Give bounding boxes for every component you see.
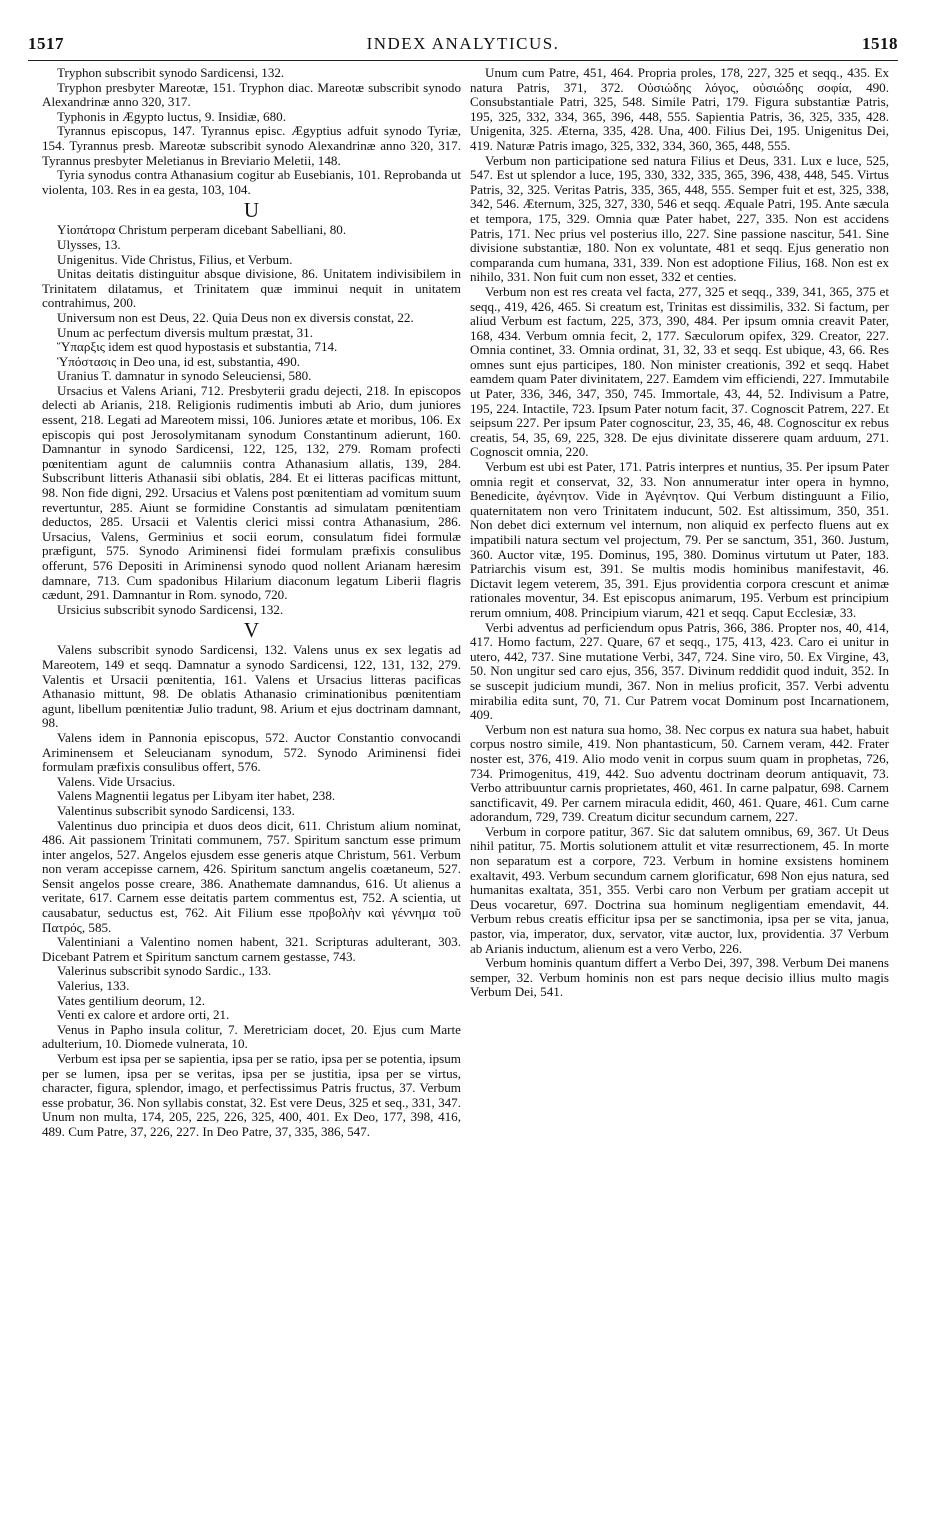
index-entry: Unigenitus. Vide Christus, Filius, et Verbum.	[57, 251, 293, 267]
index-entry: Valerinus subscribit synodo Sardic., 133.	[57, 963, 272, 979]
index-entry: Tyrannus episcopus, 147. Tyrannus episc. Ægyptius adfuit synodo Tyriæ, 154. Tyrannus presb. Mareotæ subscribit synodo Alexandrinæ anno 320, 317. Tyrannus presbyter Meletianus in Breviario Meletii, 148.	[42, 123, 461, 168]
left-column	[42, 66, 461, 1528]
index-entry: Ulysses, 13.	[57, 236, 121, 252]
section-letter: U	[243, 198, 260, 223]
index-entry: Universum non est Deus, 22. Quia Deus non ex diversis constat, 22.	[57, 309, 414, 325]
index-entry: Verbum in corpore patitur, 367. Sic dat salutem omnibus, 69, 367. Ut Deus nihil patitur, 75. Mortis solutionem attulit et vitæ resurrectionem, 45. In morte non separatum est a corpore, 723. Verbum in homine exsistens hominem exaltavit, 493. Verbum secundum carnem glorificatur, 698 Non ejus natura, sed humanitas exaltata, 351, 355. Verbi caro non Verbum per gratiam accepit ut Deus vocaretur, 697. Doctrina sua hominum negligentiam emendavit, 44. Verbum rebus creatis efficitur ipsa per se sanctimonia, ipsa per se vita, janua, pastor, via, imperator, dux, servator, vitæ auctor, lux, providentia. 37 Verbum ab Arianis inductum, alienum est a vero Verbo, 226.	[470, 823, 889, 956]
index-entry: Uranius T. damnatur in synodo Seleuciensi, 580.	[57, 368, 312, 384]
index-entry: Verbum non participatione sed natura Filius et Deus, 331. Lux e luce, 525, 547. Est ut splendor a luce, 195, 330, 332, 335, 365, 396, 438, 448, 545. Virtus Patris, 32, 325. Veritas Patris, 335, 365, 448, 555. Semper fuit et est, 325, 338, 342, 546. Æternum, 325, 327, 330, 546 et seqq. Æquale Patri, 195. Ante sæcula et tempora, 175, 329. Omnia quæ Pater habet, 227, 335. Non est accidens Patris, 171. Nec prius vel posterius illo, 227. Sine passione nascitur, 541. Sine divisione substantiæ, 180. Non ex voluntate, 481 et seqq. Ejus generatio non comparanda cum humana, 331, 339. Non est adoptione Filius, 168. Non est ex nihilo, 331. Non fuit cum non esset, 332 et centies.	[470, 152, 889, 285]
index-entry: Valens idem in Pannonia episcopus, 572. Auctor Constantio convocandi Ariminensem et Seleucianam synodum, 572. Synodo Ariminensi fidei formulam præfixis consulibus offert, 576.	[42, 729, 461, 775]
index-entry: Tryphon presbyter Mareotæ, 151. Tryphon diac. Mareotæ subscribit synodo Alexandrinæ anno 320, 317.	[42, 79, 461, 110]
index-entry: Unum ac perfectum diversis multum præstat, 31.	[57, 324, 314, 340]
header-rule	[28, 60, 898, 61]
index-entry: Verbum hominis quantum differt a Verbo Dei, 397, 398. Verbum Dei manens semper, 32. Verbum hominis non est pars neque decisio illius multo magis Verbum Dei, 541.	[470, 955, 889, 1000]
index-entry: Verbum est ubi est Pater, 171. Patris interpres et nuntius, 35. Per ipsum Pater omnia regit et conservat, 32, 33. Non annumeratur inter opera in hymno, Benedicite, ἀγένητον. Vide in Ἀγένητον. Qui Verbum distinguunt a Filio, quaternitatem non vero Trinitatem inducunt, 502. Est altissimum, 350, 351. Non debet dici externum vel internum, non aliquid ex perfecto fluens aut ex impatibili natura sectum vel projectum, 79. Per se sanctum, 351, 360. Justum, 360. Auctor vitæ, 195. Dominus, 195, 380. Dominus virtutum ut Pater, 183. Patriarchis visum est, 391. Se multis modis hominibus manifestavit, 46. Dictavit legem veterem, 35, 391. Ejus providentia corpora crescunt et animæ rationales moventur, 34. Est episcopus animarum, 195. Verbum est principium rerum omnium, 408. Principium viarum, 421 et seqq. Caput Ecclesiæ, 33.	[470, 459, 889, 620]
index-entry: Valerius, 133.	[57, 978, 130, 994]
index-entry: Tyria synodus contra Athanasium cogitur ab Eusebianis, 101. Reprobanda ut violenta, 103. Res in ea gesta, 103, 104.	[42, 167, 461, 197]
index-entry: Valens. Vide Ursacius.	[57, 773, 176, 789]
index-entry: Ὕπαρξις idem est quod hypostasis et substantia, 714.	[57, 339, 338, 355]
section-letter: V	[243, 618, 260, 643]
index-entry: Valentinus duo principia et duos deos dicit, 611. Christum alium nominat, 486. Ait passionem Trinitati communem, 757. Spiritum sanctum esse primum inter angelos, 527. Angelos ejusdem esse generis atque Christum, 561. Verbum non veram accepisse carnem, 426. Spiritum sanctum angelis coætaneum, 527. Sensit angelos posse creare, 386. Anathemate damnandus, 616. Ut alienus a veritate, 617. Carnem esse deitatis partem commentus est, 752. A scientia, ut causabatur, seductus est, 762. Ait Filium esse προβολὴν καὶ γέννημα τοῦ Πατρός, 585.	[42, 817, 461, 935]
index-entry: Valentiniani a Valentino nomen habent, 321. Scripturas adulterant, 303. Dicebant Patrem et Spiritum sanctum carnem gestasse, 743.	[42, 934, 461, 964]
page-header	[28, 34, 898, 58]
index-entry: Unum cum Patre, 451, 464. Propria proles, 178, 227, 325 et seqq., 435. Ex natura Patris, 371, 372. Οὐσιώδης λόγος, οὐσιώδης σοφία, 490. Consubstantiale Patri, 325, 548. Simile Patri, 179. Figura substantiæ Patris, 195, 325, 332, 334, 365, 396, 448, 555. Sapientia Patris, 36, 325, 335, 428. Unigenita, 325. Æterna, 335, 428. Una, 400. Filius Dei, 195. Unigenitus Dei, 419. Naturæ Patris imago, 325, 332, 334, 360, 365, 448, 555.	[470, 66, 889, 153]
running-title: INDEX ANALYTICUS.	[366, 34, 560, 53]
index-entry: Verbum non est res creata vel facta, 277, 325 et seqq., 339, 341, 365, 375 et seqq., 419, 426, 465. Si creatum est, Trinitas est dissimilis, 332. Si factum, per aliud Verbum est factum, 225, 373, 390, 484. Per ipsum omnia creavit Pater, 168, 434. Verbum omnia fecit, 2, 177. Sæculorum opifex, 329. Creator, 227. Omnia continet, 33. Omnia ordinat, 31, 32, 33 et seqq. Est ubique, 43, 66. Res omnes sunt ejus participes, 180. Non minister creationis, 392 et seqq. Habet eamdem quam Pater divinitatem, 227. Eamdem vim efficiendi, 227. Immutabile ut Pater, 336, 346, 347, 350, 745. Immortale, 43, 44, 52. Indivisum a Patre, 195, 224. Intactile, 723. Ipsum Pater notum facit, 37. Cognoscit Patrem, 227. Et seipsum 227. Per ipsum Pater cognoscitur, 23, 35, 46, 48. Cognoscitur ex rebus creatis, 54, 35, 69, 225, 328. De ejus divinitate disserere quam arduum, 271. Cognoscit omnia, 220.	[470, 283, 889, 460]
index-entry: Verbum est ipsa per se sapientia, ipsa per se ratio, ipsa per se potentia, ipsum per se lumen, ipsa per se veritas, ipsa per se justitia, ipsa per se virtus, character, figura, splendor, imago, et perfectissimus Patris fructus, 37. Verbum esse probatur, 36. Non syllabis constat, 32. Est vere Deus, 325 et seq., 331, 347. Unum non multa, 174, 205, 225, 226, 325, 400, 401. Ex Deo, 177, 398, 416, 489. Cum Patre, 37, 226, 227. In Deo Patre, 37, 335, 386, 547.	[42, 1051, 461, 1139]
index-entry: Valens Magnentii legatus per Libyam iter habet, 238.	[57, 788, 336, 804]
index-entry: Ursacius et Valens Ariani, 712. Presbyterii gradu dejecti, 218. In episcopos delecti ab Arianis, 218. Religionis rudimentis imbuti ab Ario, dum juniores essent, 218. Legati ad Mareotem missi, 106. Juniores ætate et moribus, 106. Ex episcopis qui post Jerosolymitanam synodum Constantinum adierunt, 160. Damnantur in synodo Sardicensi, 122, 125, 132, 279. Romam profecti pœnitentiam agunt de calumniis contra Athanasium allatis, 139, 284. Subscribunt litteris Athanasii sibi oblatis, 284. Et ei litteras pacificas mittunt, 98. Non fide digni, 292. Ursacius et Valens post pœnitentiam ad vomitum suum revertuntur, 285. Aiunt se formidine Constantis ad simulatam pœnitentiam deductos, 285. Ursacii et Valentis clerici missi contra Athanasium, 286. Ursacius, Valens, Germinius et socii eorum, consulatum fidei formulæ præfigunt, 575. Synodo Ariminensi fidei formulam præfixis consulibus offerunt, 576 Depositi in Ariminensi synodo quod nollent Arianam hæresim damnare, 713. Cum spadonibus Hilarium diaconum legatum Liberii flagris cædunt, 291. Damnantur in Rom. synodo, 720.	[42, 382, 461, 603]
index-entry: Verbi adventus ad perficiendum opus Patris, 366, 386. Propter nos, 40, 414, 417. Homo factum, 227. Quare, 67 et seqq., 175, 413, 423. Caro ei unitur in utero, 442, 737. Sine mutatione Verbi, 347, 724. Sine viro, 50. Ex Virgine, 43, 50. Non ungitur sed caro ejus, 356, 357. Divinum reddidit quod induit, 352. In se suscepit judicium mundi, 367. Non in melius proficit, 357. Verbi adventu mirabilia edita sunt, 70, 71. Cur Patrem vocat Dominum post Incarnationem, 409.	[470, 619, 889, 723]
index-entry: Unitas deitatis distinguitur absque divisione, 86. Unitatem indivisibilem in Trinitatem dilatamus, et Trinitatem quæ imminui nequit in unitatem contrahimus, 200.	[42, 266, 461, 311]
index-entry: Venus in Papho insula colitur, 7. Meretriciam docet, 20. Ejus cum Marte adulterium, 10. Diomede vulnerata, 10.	[42, 1021, 461, 1052]
index-entry: Valens subscribit synodo Sardicensi, 132. Valens unus ex sex legatis ad Mareotem, 149 et seqq. Damnatur a synodo Sardicensi, 122, 131, 132, 279. Valentis et Ursacii pœnitentia, 161. Valens et Ursacius litteras pacificas Athanasio mittunt, 98. De oblatis Athanasio criminationibus pœnitentiam agunt, libellum pœnitentiæ Julio tradunt, 98. Arium et ejus doctrinam damnant, 98.	[42, 642, 461, 731]
index-entry: Ursicius subscribit synodo Sardicensi, 132.	[57, 601, 284, 617]
index-entry: Venti ex calore et ardore orti, 21.	[57, 1007, 230, 1023]
right-column	[470, 66, 889, 1528]
index-entry: Tryphon subscribit synodo Sardicensi, 132.	[57, 66, 285, 80]
index-entry: Typhonis in Ægypto luctus, 9. Insidiæ, 680.	[57, 108, 286, 124]
index-entry: Valentinus subscribit synodo Sardicensi, 133.	[57, 802, 295, 818]
page-number-left: 1517	[28, 34, 64, 53]
index-entry: Υἱοπάτορα Christum perperam dicebant Sabelliani, 80.	[57, 222, 347, 238]
index-entry: Ὑπόστασις in Deo una, id est, substantia, 490.	[57, 353, 301, 369]
index-entry: Vates gentilium deorum, 12.	[57, 992, 206, 1008]
index-entry: Verbum non est natura sua homo, 38. Nec corpus ex natura sua habet, habuit corpus nostro simile, 419. Non phantasticum, 50. Carnem veram, 442. Frater noster est, 376, 419. Alio modo venit in corpus suum quam in prophetas, 726, 734. Primogenitus, 419, 442. Suo adventu doctrinam deorum antiquavit, 73. Verbo attribuuntur carnis proprietates, 460, 461. In carne palpatur, 698. Carnem sanctificavit, 49. Per carnem miracula edidit, 460, 461. Quare, 461. Cum carne adorandum, 729, 739. Creatum dicitur secundum carnem, 227.	[470, 721, 889, 825]
page-number-right: 1518	[862, 34, 898, 53]
